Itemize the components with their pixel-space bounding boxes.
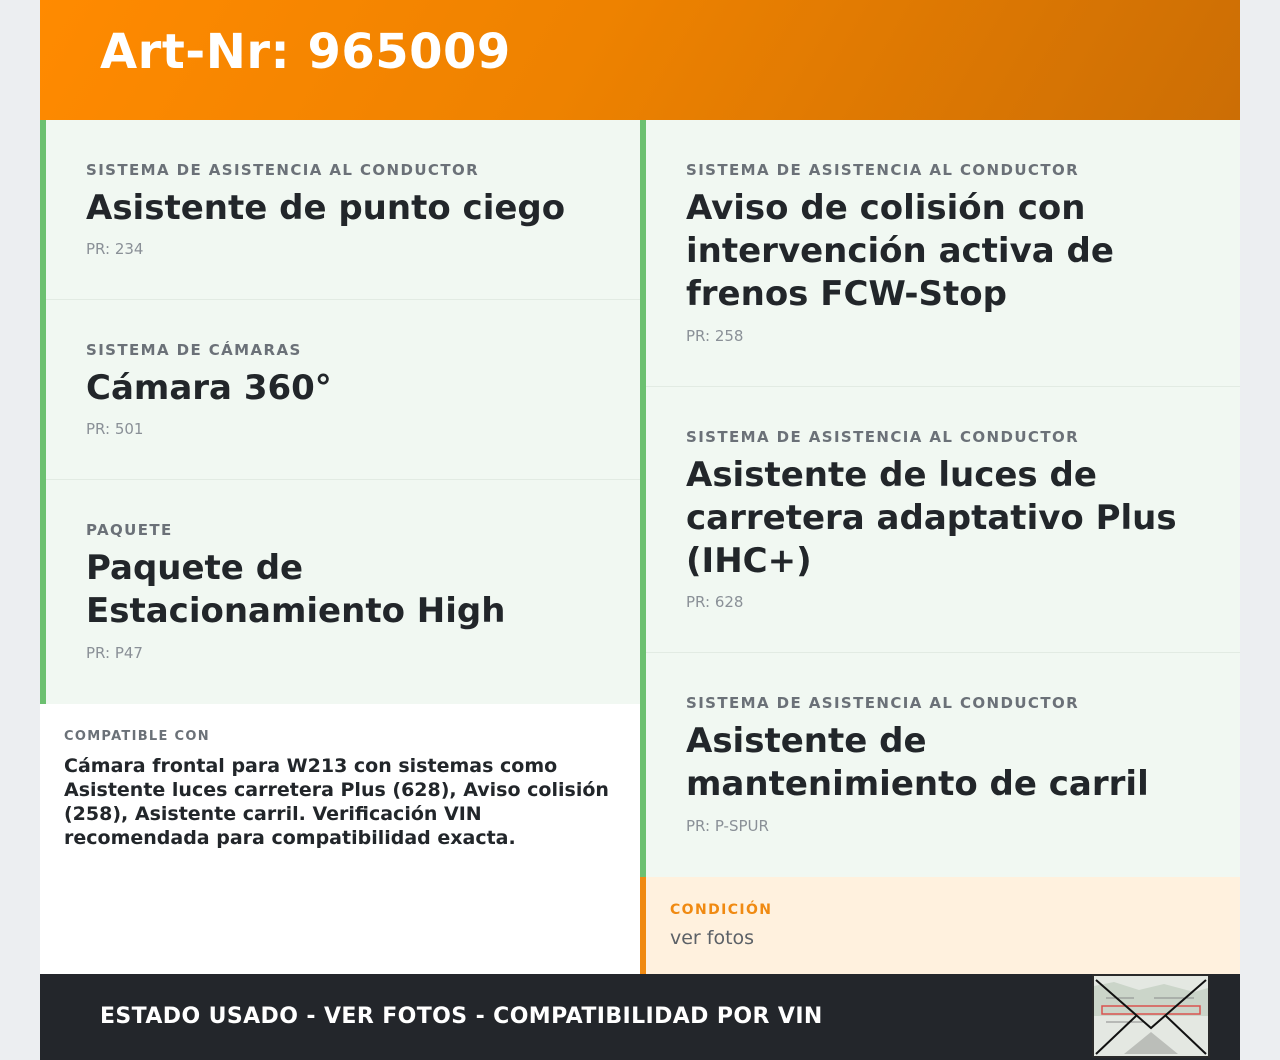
feature-pr-code: PR: 628 [686,593,744,611]
feature-name: Aviso de colisión con intervención activa de frenos FCW-Stop [686,188,1114,314]
photo-envelope-icon [1094,976,1208,1056]
feature-card [640,387,1240,653]
feature-category: SISTEMA DE ASISTENCIA AL CONDUCTOR [686,694,1080,712]
feature-pr-code: PR: 234 [86,240,144,258]
feature-name: Asistente de mantenimiento de carril [686,721,1149,804]
product-sheet [40,0,1240,1060]
feature-name: Asistente de luces de carretera adaptativo Plus (IHC+) [686,455,1177,581]
feature-card [40,120,640,300]
feature-category: SISTEMA DE ASISTENCIA AL CONDUCTOR [686,161,1080,179]
compatibility-text: Cámara frontal para W213 con sistemas como Asistente luces carretera Plus (628), Aviso colisión (258), Asistente carril. Verificación VIN recomendada para compatibilidad exacta. [64,755,609,849]
footer-status-text: ESTADO USADO - VER FOTOS - COMPATIBILIDAD POR VIN [100,1004,823,1029]
feature-category: PAQUETE [86,521,173,539]
condition-box [640,877,1240,974]
feature-pr-code: PR: 501 [86,420,144,438]
article-number-title: Art-Nr: 965009 [100,24,511,80]
feature-category: SISTEMA DE ASISTENCIA AL CONDUCTOR [86,161,480,179]
header-bar [40,0,1240,120]
compatibility-section [40,704,640,974]
feature-category: SISTEMA DE ASISTENCIA AL CONDUCTOR [686,428,1080,446]
feature-name: Paquete de Estacionamiento High [86,548,506,631]
condition-value: ver fotos [670,927,755,949]
compatibility-title: COMPATIBLE CON [64,729,210,744]
footer-bar [40,974,1240,1060]
feature-card [640,120,1240,387]
feature-card [40,300,640,480]
feature-pr-code: PR: P47 [86,644,143,662]
feature-card [640,653,1240,877]
condition-label: CONDICIÓN [670,902,773,918]
feature-pr-code: PR: 258 [686,327,744,345]
product-photo-thumbnail-icon[interactable] [1092,974,1210,1058]
feature-name: Asistente de punto ciego [86,188,566,228]
feature-name: Cámara 360° [86,368,332,408]
feature-category: SISTEMA DE CÁMARAS [86,341,302,359]
feature-pr-code: PR: P-SPUR [686,817,769,835]
feature-card [40,480,640,704]
